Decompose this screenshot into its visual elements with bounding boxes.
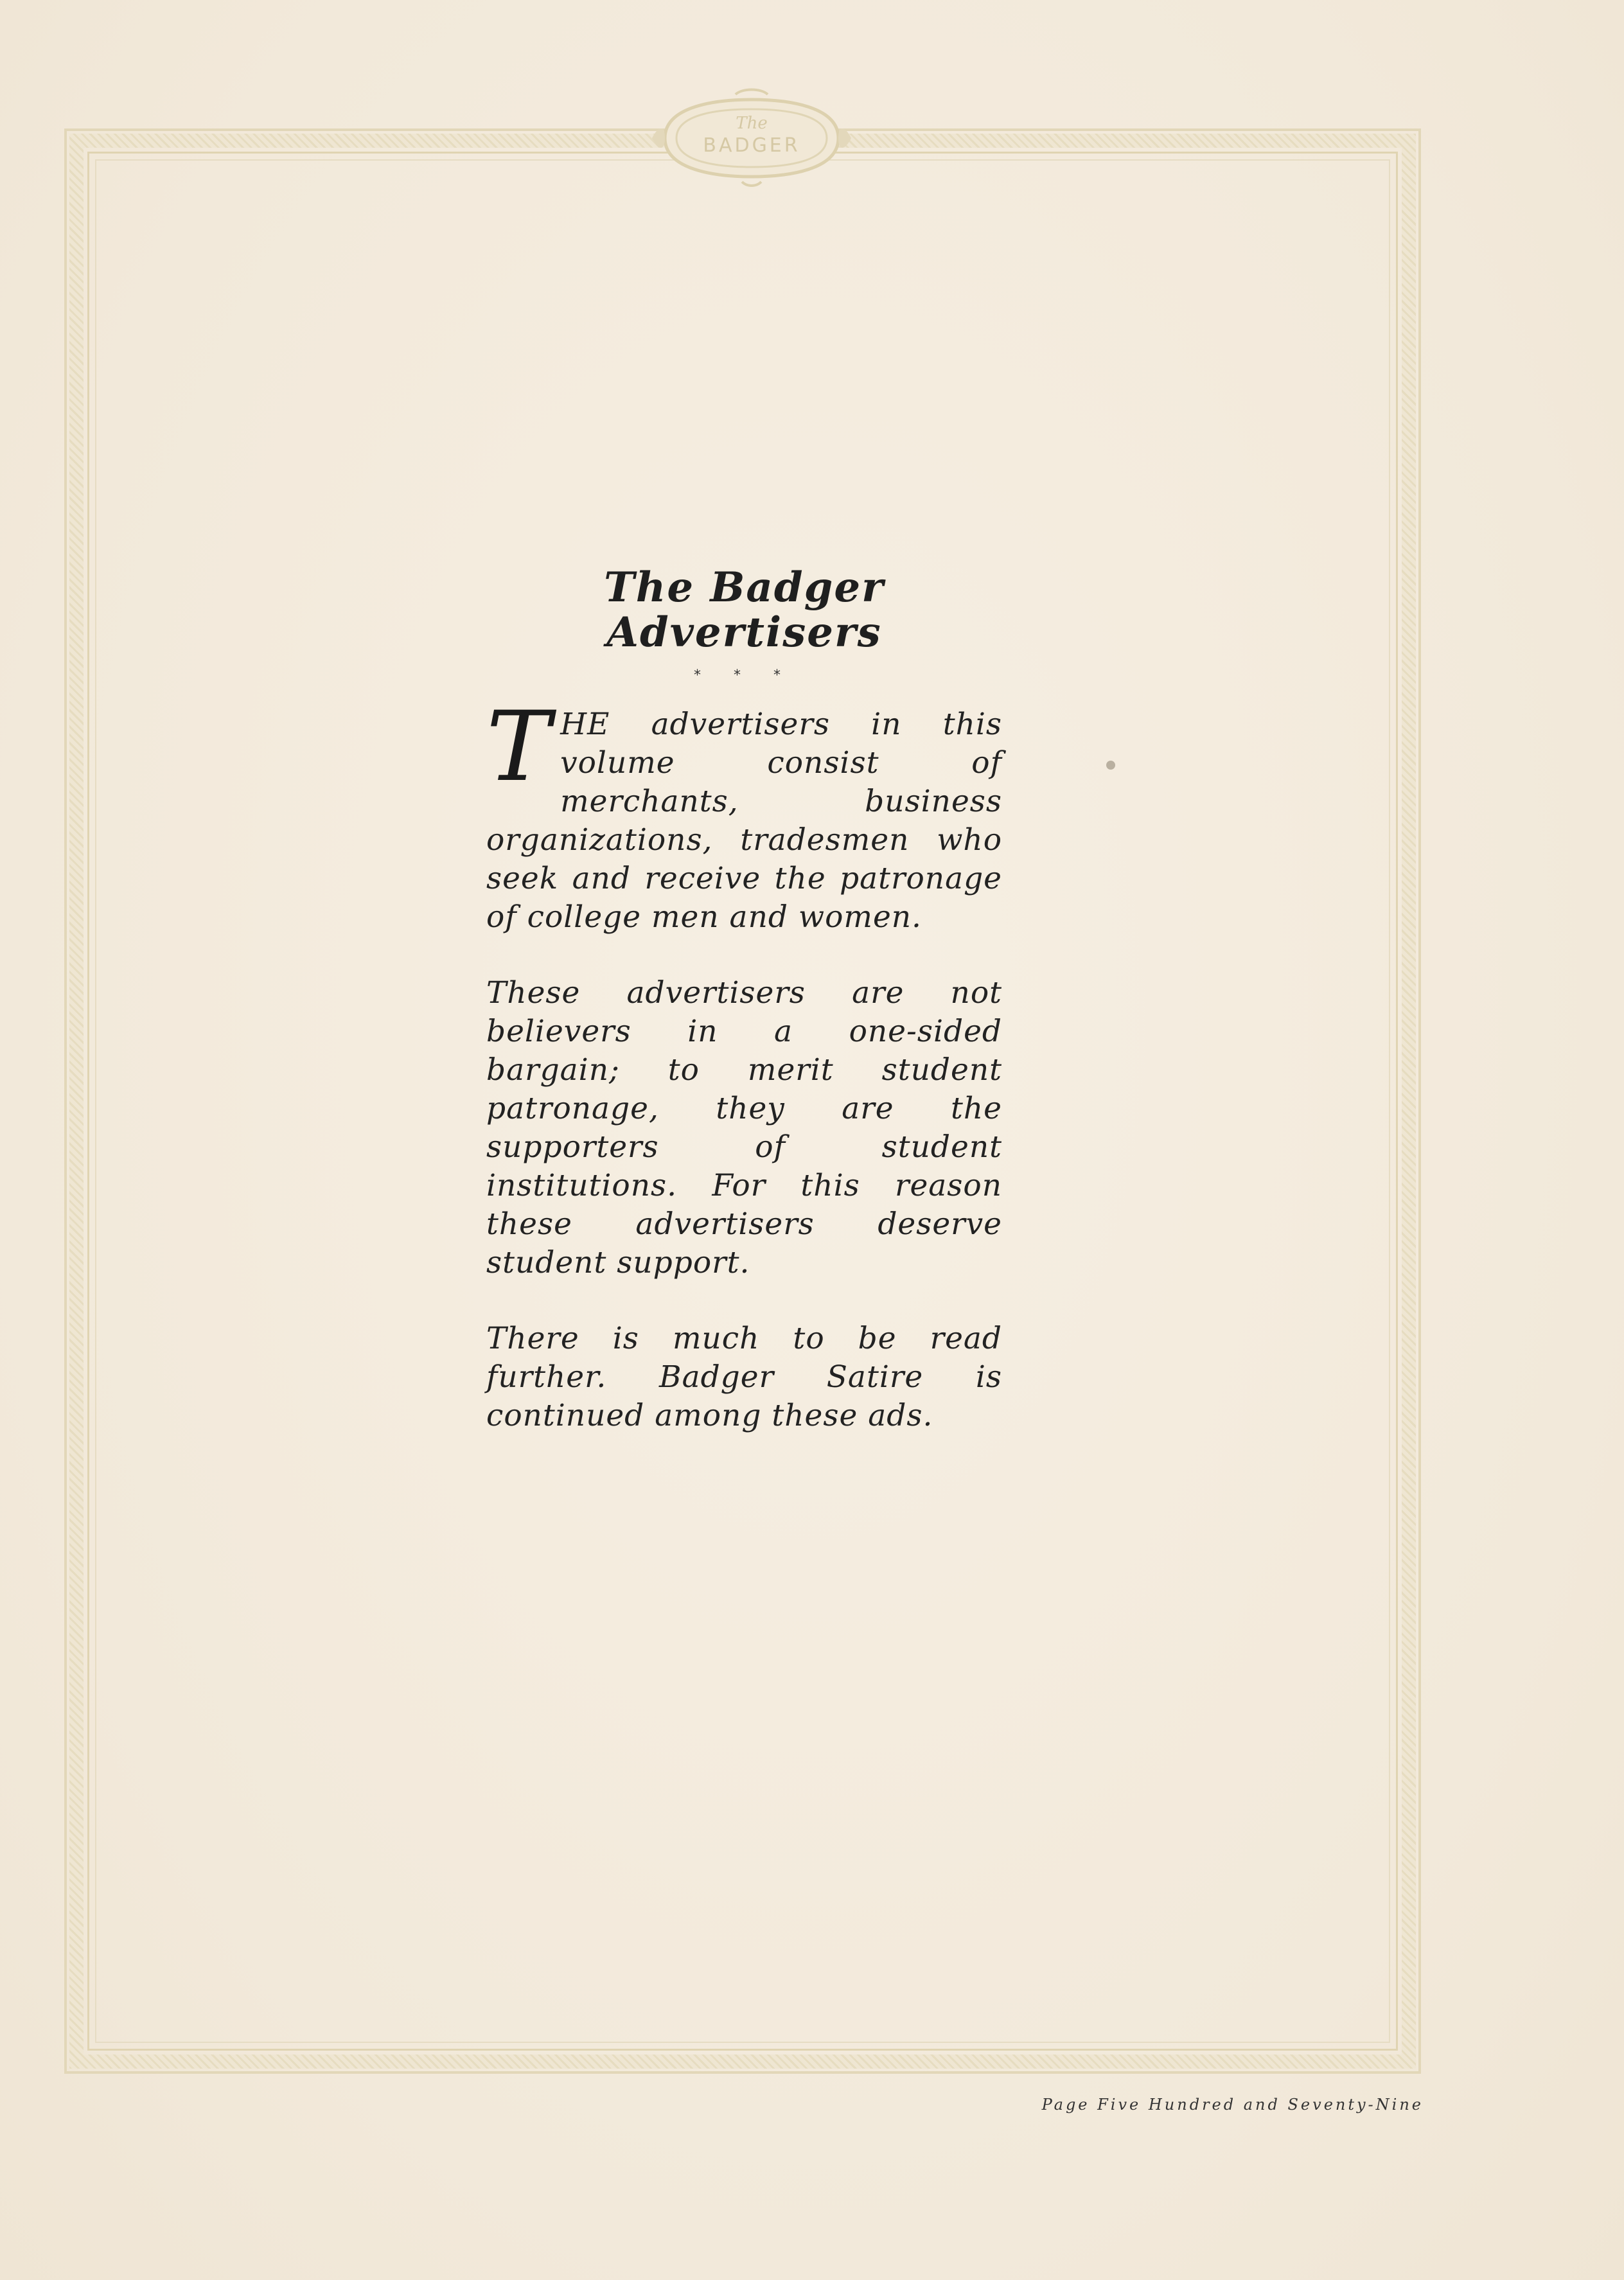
paragraph-2: These advertisers are not believers in a one-sided bargain; to merit student patronage, they are the supporters of student institutions. For this reason these advertisers deserve student support. bbox=[486, 975, 1002, 1280]
seal-the-text: The bbox=[736, 114, 768, 133]
badger-seal bbox=[646, 87, 858, 190]
page-number-footer: Page Five Hundred and Seventy-Nine bbox=[1041, 2096, 1424, 2114]
paragraph-3: There is much to be read further. Badger Satire is continued among these ads. bbox=[486, 1320, 1002, 1433]
paragraph-1-text: HE advertisers in this volume consist of merchants, business organizations, tradesmen who seek and receive the patronage of college men and women. bbox=[486, 706, 1002, 935]
seal-badger-text: BADGER bbox=[703, 134, 800, 157]
drop-cap: T bbox=[486, 691, 552, 803]
paper-speck bbox=[1106, 761, 1115, 770]
page-title: The Badger Advertisers bbox=[604, 563, 885, 657]
text-column bbox=[486, 565, 1002, 1435]
star-separator: * * * bbox=[694, 667, 795, 684]
paragraph-1 bbox=[486, 691, 1002, 937]
